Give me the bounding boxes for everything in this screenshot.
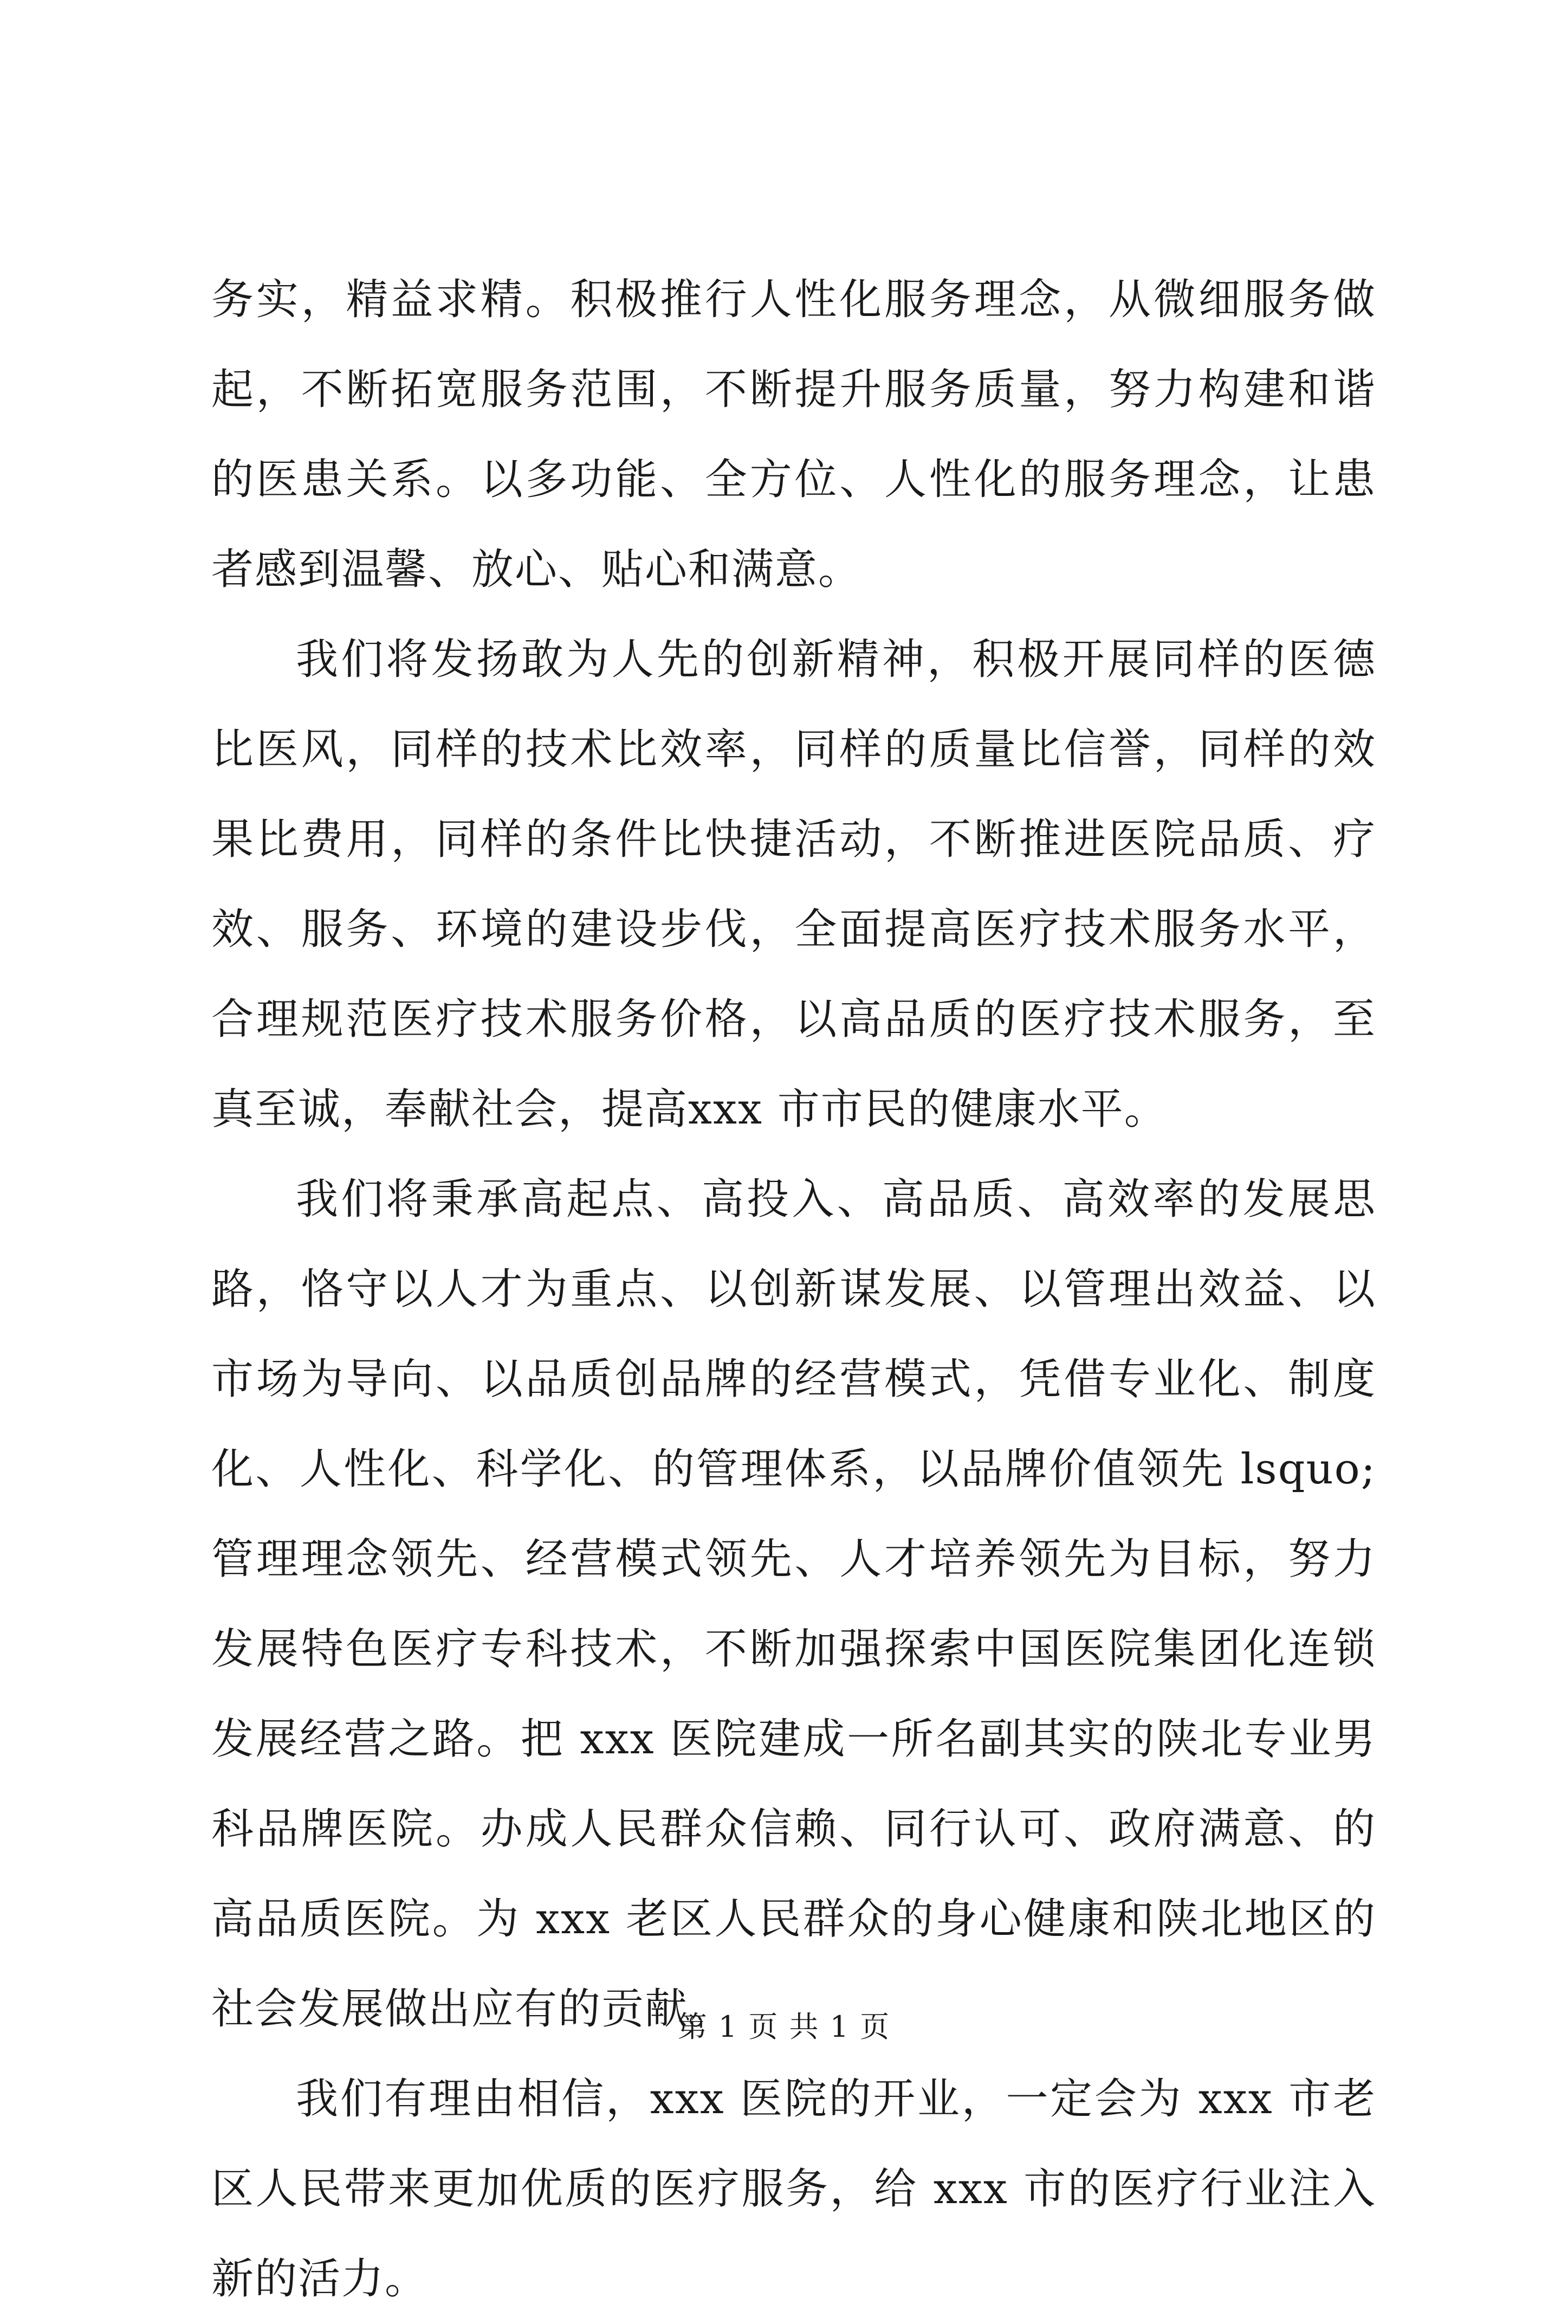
paragraph-2: 我们将发扬敢为人先的创新精神，积极开展同样的医德比医风，同样的技术比效率，同样的质量比信誉，同样的效果比费用，同样的条件比快捷活动，不断推进医院品质、疗效、服务、环境的建设步伐，全面提高医疗技术服务水平，合理规范医疗技术服务价格，以高品质的医疗技术服务，至真至诚，奉献社会，提高xxx 市市民的健康水平。 [211, 635, 1376, 1134]
paragraph-1: 务实，精益求精。积极推行人性化服务理念，从微细服务做起，不断拓宽服务范围，不断提升服务质量，努力构建和谐的医患关系。以多功能、全方位、人性化的服务理念，让患者感到温馨、放心、贴心和满意。 [211, 275, 1376, 594]
page-footer: 第 1 页 共 1 页 [677, 2010, 891, 2044]
paragraph-4: 我们有理由相信，xxx 医院的开业，一定会为 xxx 市老区人民带来更加优质的医疗服务，给 xxx 市的医疗行业注入新的活力。 [211, 2075, 1376, 2303]
paragraph-3: 我们将秉承高起点、高投入、高品质、高效率的发展思路，恪守以人才为重点、以创新谋发展、以管理出效益、以市场为导向、以品质创品牌的经营模式，凭借专业化、制度化、人性化、科学化、的管理体系，以品牌价值领先 lsquo;管理理念领先、经营模式领先、人才培养领先为目标，努力发展特色医疗专科技术，不断加强探索中国医院集团化连锁发展经营之路。把 xxx 医院建成一所名副其实的陕北专业男科品牌医院。办成人民群众信赖、同行认可、政府满意、的高品质医院。为 xxx 老区人民群众的身心健康和陕北地区的社会发展做出应有的贡献。 [211, 1175, 1376, 2033]
